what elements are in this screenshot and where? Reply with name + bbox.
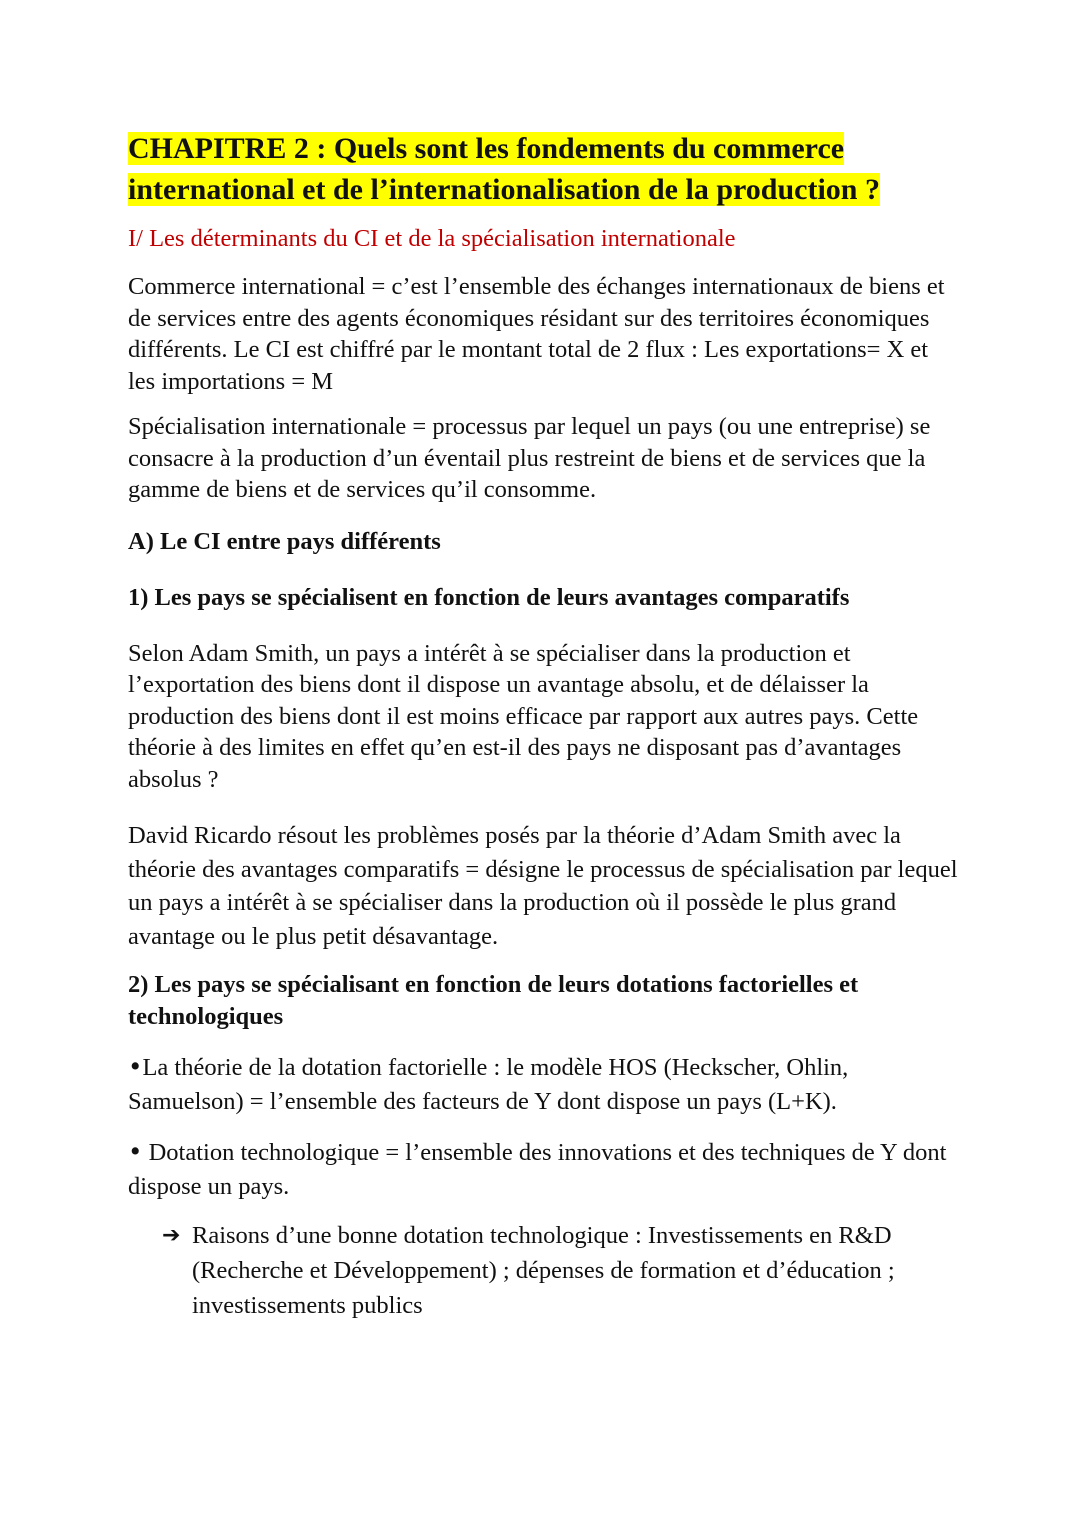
chapter-title-highlight: CHAPITRE 2 : Quels sont les fondements du commerce international et de l’internationalisation de la production ?	[128, 132, 880, 206]
paragraph-ricardo: David Ricardo résout les problèmes posés par la théorie d’Adam Smith avec la théorie des avantages comparatifs = désigne le processus de spécialisation par lequel un pays a intérêt à se spécialiser dans la production où il possède le plus grand avantage ou le plus petit désavantage.	[128, 822, 958, 950]
chapter-title	[128, 128, 958, 210]
subheading-2: 2) Les pays se spécialisant en fonction de leurs dotations factorielles et technologiques	[128, 971, 859, 1030]
paragraph-adam-smith: Selon Adam Smith, un pays a intérêt à se spécialiser dans la production et l’exportation des biens dont il dispose un avantage absolu, et de délaisser la production des biens dont il est moins efficace par rapport aux autres pays. Cette théorie à des limites en effet qu’en est-il des pays ne disposant pas d’avantages absolus ?	[128, 639, 919, 793]
subheading-a: A) Le CI entre pays différents	[128, 527, 441, 555]
arrow-item-text: Raisons d’une bonne dotation technologique : Investissements en R&D (Recherche et Développement) ; dépenses de formation et d’éducation ; investissements publics	[192, 1222, 895, 1319]
bullet-tech-text: Dotation technologique = l’ensemble des innovations et des techniques de Y dont dispose un pays.	[128, 1139, 947, 1200]
bullet-technologique	[128, 1135, 958, 1204]
bullet-icon: •	[128, 1137, 143, 1166]
section-heading: I/ Les déterminants du CI et de la spécialisation internationale	[128, 225, 736, 252]
arrow-item-raisons	[162, 1218, 958, 1323]
paragraph-commerce-international: Commerce international = c’est l’ensemble des échanges internationaux de biens et de services entre des agents économiques résidant sur des territoires économiques différents. Le CI est chiffré par le montant total de 2 flux : Les exportations= X et les importations = M	[128, 273, 945, 395]
arrow-right-icon: ➔	[162, 1223, 181, 1248]
bullet-icon: •	[128, 1052, 143, 1081]
paragraph-specialisation: Spécialisation internationale = processus par lequel un pays (ou une entreprise) se consacre à la production d’un éventail plus restreint de biens et de services que la gamme de biens et de services qu’il consomme.	[128, 413, 931, 503]
bullet-hos	[128, 1050, 958, 1119]
bullet-hos-text: La théorie de la dotation factorielle : le modèle HOS (Heckscher, Ohlin, Samuelson) = l’ensemble des facteurs de Y dont dispose un pays (L+K).	[128, 1054, 849, 1115]
document-page	[128, 128, 958, 1323]
subheading-1: 1) Les pays se spécialisent en fonction de leurs avantages comparatifs	[128, 583, 850, 611]
